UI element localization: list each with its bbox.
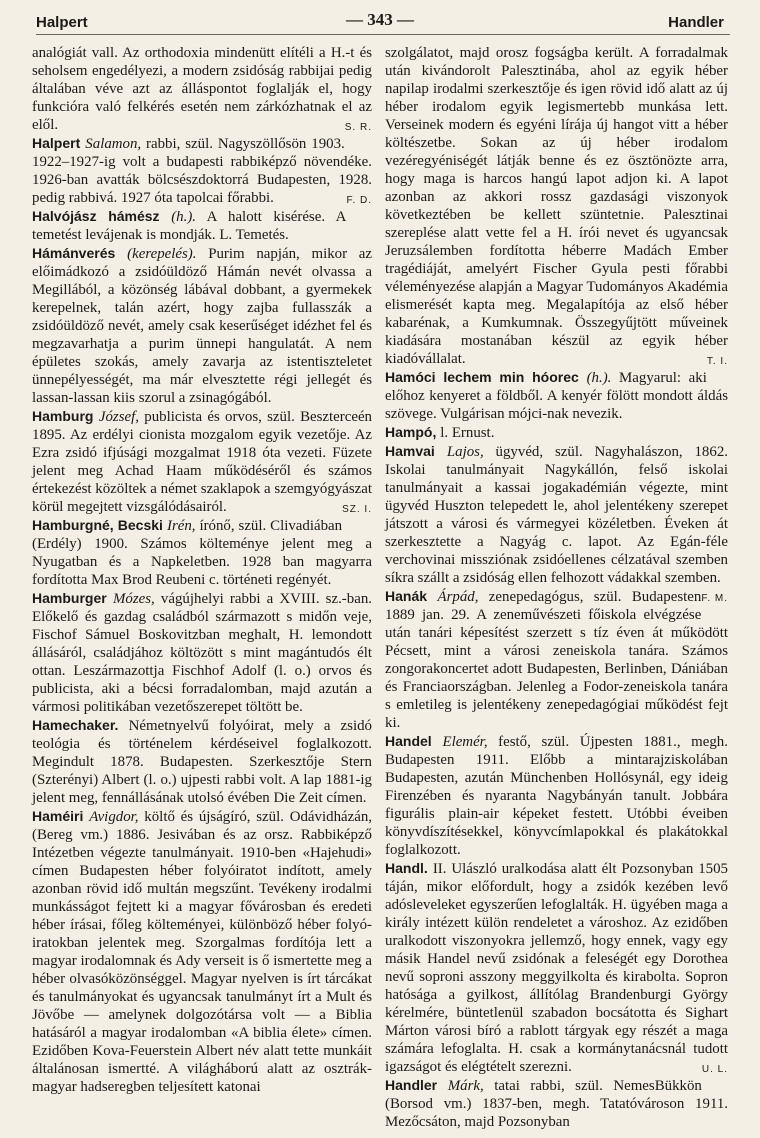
entry-text: publicista és orvos, szül. Beszterceén 1895. Az erdélyi cionista mozgalom egyik vezetője. Az Ezra zsidó ifjúsági mozgalmat 1918 óta vezeti. Füzete jelent meg Achad Haam működéséről és számos értekezést közöltek a német szaklapok a szemgyógyászat körül megejtett vizsgálódásairól. — [32, 409, 373, 515]
entry-name: Salamon, — [85, 136, 142, 152]
entry-text: költő és újságíró, szül. Odávidházán, (Bereg vm.) 1886. Jesivában és az orsz. Rabbiképző Intézetben végezte tanulmányait. 1910-ben «Hajehudi» címen Budapesten héber folyóiratot indított, amely azonban rövid idő multán megszűnt. Tevékeny irodalmi munkásságot fejtett ki a magyar fővárosban és eredeti héber írásai, főleg költeményei, különböző héber folyóiratokban jelentek meg. Szorgalmas fordítója lett a magyar irodalomnak és Ady verseit is ő ismertette meg a héber olvasóközönséggel. Magyar nyelven is írt tárcákat és tanulmányokat és ugyancsak tanulmányt írt a Mult és Jövőbe — amelynek dolgozótársa volt — a Biblia hatásáról a magyar irodalomban «A biblia élete» címen. Ezidőben Kova-Feuerstein Albert név alatt tette munkáit általánosan ismertté. A világháború alatt az osztrák-magyar hadseregben teljesített katonai — [32, 809, 373, 1095]
entry-text: A halott kisérése. A temetést levájenak is mondják. L. Temetés. — [32, 209, 347, 243]
entry-text: rabbi, szül. Nagyszöllősön 1903. 1922–1927-ig volt a budapesti rabbiképző növendéke. 1926-ban avatták bölcsészdoktorrá Budapesten, 1928. pedig rabbivá. 1927 óta tapolcai főrabbi. — [32, 136, 372, 206]
entry-headword: Hamburger — [32, 590, 113, 606]
right-column — [385, 44, 728, 1131]
entry-headword: Halvójász hámész — [32, 208, 172, 224]
header-left-keyword: Halpert — [36, 14, 88, 31]
entry-text: szolgálatot, majd orosz fogságba került. A forradalmak után kivándorolt Palesztinába, ahol az egyik héber napilap irodalmi szerkesztője és igen rövid idő alatt az új héber irodalom egyik legismertebb munkása lett. Verseinek modern és egyéni lírája új hangot vitt a héber költészetbe. Sokan az új héber irodalom vezéregyéniségét látják benne és ez ösztönözte arra, hogy maga is harcos hangú lapot adjon ki. A lapot azonban az akkori rossz gazdasági viszonyok következtében be kellett szüntetnie. Palesztinai szereplése alatt vette fel a H. írói nevet és ugyancsak Jeruzsálemben fordította héberre Madách Ember tragédiáját, amelyért Fischer Gyula pesti főrabbi véleményezése alapján a Magyar Tudományos Akadémia elismerését kapta meg. Megalapítója az első héber kabarénak, a Kumkumnak. Összegyűjtött műveinek kiadására mostanában készül az egyik héber kiadóvállalat. — [385, 45, 728, 367]
entry — [385, 44, 728, 368]
page-number: — 343 — — [346, 10, 414, 29]
entry-name: Márk, — [447, 1078, 484, 1094]
entry-signature: F. M. — [701, 593, 728, 604]
entry-signature: U. L. — [701, 1064, 728, 1075]
entry — [385, 587, 728, 732]
entry-name: Árpád, — [437, 589, 479, 605]
entry-headword: Handl. — [385, 860, 433, 876]
entry — [385, 423, 728, 442]
entry — [32, 589, 372, 716]
entry — [385, 1076, 728, 1131]
entry-name: Lajos, — [446, 444, 484, 460]
entry-text: ügyvéd, szül. Nagyhalászon, 1862. Iskolai tanulmányait Nagykállón, felső iskolai tanulmányait a kassai jogakadémián végezte, mint ügyvéd Huszton telepedett le, ahol jelentékeny szerepet játszott a városi és vármegyei közéletben. Éveken át szerkesztette a Nagyág c. lapot. Az Egán-féle verchovinai missziónak zsidóellenes célzatával szemben síkra szállt a zsidóság ellen felhozott vádakkal szemben. — [385, 444, 728, 586]
entry-signature: SZ. I. — [342, 504, 372, 515]
entry — [32, 407, 372, 516]
entry — [32, 207, 372, 244]
entry — [32, 716, 372, 807]
entry-text: zenepedagógus, szül. Budapesten 1889 jan. 29. A zeneművészeti főiskola elvégzése után tanári képesítést szerzett s tíz éven át működött Pécsett, mint a városi zeneiskola tanára. Számos zongorakoncertet adott Budapesten, Berlinben, Dániában és Franciaországban. Jelenleg a Fodor-zeneiskola tanára s emletileg is jelentékeny zenepedagógiai működést fejt ki. — [385, 589, 728, 731]
entry — [32, 134, 372, 207]
entry-text: analógiát vall. Az orthodoxia mindenütt elítéli a H.-t és seholsem engedélyezi, a modern zsidóság rabbijai pedig általában véve azt az álláspontot foglalják el, hogy funkcióra való felkérés esetén nem zárkózhatnak el az elől. — [32, 45, 372, 133]
entry-name: (h.). — [171, 209, 196, 225]
entry-headword: Halpert — [32, 135, 86, 151]
entry-text: vágújhelyi rabbi a XVIII. sz.-ban. Előkelő és gazdag családból származott s midőn veje, Fischof Sámuel Boskovitzban meghalt, H. lemondott állásáról, családjához költözött s mint magántudós élt ottan. Leszármazottja Fischhof Adolf (l. o.) orvos és publicista, aki a bécsi forradalomban, majd azután a vármosi politikában vezetőszerepet töltött be. — [32, 591, 372, 715]
entry-signature: F. D. — [346, 195, 372, 206]
entry-headword: Hamburg — [32, 408, 99, 424]
entry-name: József, — [98, 409, 139, 425]
entry-headword: Hamóci lechem min hóorec — [385, 369, 587, 385]
entry — [385, 368, 728, 423]
entry-headword: Hámánverés — [32, 245, 128, 261]
entry-text: írónő, szül. Clivadiában (Erdély) 1900. Számos költeménye jelent meg a Nyugatban és a Napkeletben. 1928 ban magyarra fordította Max Brod Reubeni c. történeti regényét. — [32, 518, 372, 588]
entry-headword: Hamvai — [385, 443, 447, 459]
entry-signature: T. I. — [706, 356, 728, 367]
entry-headword: Hanák — [385, 588, 438, 604]
entry — [385, 732, 728, 859]
entry-name: Irén, — [167, 518, 196, 534]
entry-headword: Handel — [385, 733, 443, 749]
page-header — [30, 8, 730, 34]
entry-headword: Hampó, — [385, 424, 441, 440]
entry-headword: Haméiri — [32, 808, 90, 824]
entry-signature: S. R. — [344, 122, 372, 133]
entry-name: (kerepelés). — [127, 246, 197, 262]
entry — [32, 807, 372, 1096]
entry — [32, 516, 372, 589]
entry-text: II. Ulászló uralkodása alatt élt Pozsonyban 1505 táján, mikor előfordult, hogy a zsidók kezében levő adósleveleket egyszerűen lefoglalták. H. ügyében maga a király intézett külön rendeletet a városhoz. Az ezidőben uralkodott viszonyokra jellemző, hogy ennek, vagy egy másik Handel nevű zsidónak a feleségét egy Dorothea nevű soproni asszony meggyilkolta és kirabolta. Sopron hatósága a gyilkost, állítólag Brandenburgi György kérelmére, büntetlenül szabadon bocsátotta és Sighart Márton városi bíró a rablott tárgyak egy részét a maga számára lefoglalta. H. csak a kormánytanácsnál tudott igazságot és elégtételt szerezni. — [385, 861, 728, 1075]
entry-name: (h.). — [586, 370, 612, 386]
entry-name: Elemér, — [442, 734, 488, 750]
header-rule — [36, 34, 730, 35]
entry-headword: Hamburgné, Becski — [32, 517, 167, 533]
entry-text: Németnyelvű folyóirat, mely a zsidó teológia és történelem kérdéseivel foglalkozott. Megindult 1878. Budapesten. Szerkesztője Stern (Szterényi) Albert (l. o.) ujpesti rabbi volt. A lap 1881-ig jelent meg, fennállásának utolsó évében Die Zeit címen. — [32, 718, 372, 806]
entry-text: l. Ernust. — [440, 425, 495, 441]
entry-name: Mózes, — [113, 591, 155, 607]
entry-text: Purim napján, mikor az előimádkozó a zsidóüldöző Hámán nevét olvassa a Megillából, a közönség lábával dobbant, a gyermekek kerepelnek, talán azért, hogy zajba fullasszák a zsidóüldöző nevét, amely csak keserűséget idézhet fel és megzavarhatja a purim ünnepi hangulatát. A nem épületes szokás, amely zavarja az istentiszteletet ünnepélyességét, ma már elvesztette régi jellegét és lassan-lassan kiis szorul a zsinagógából. — [32, 246, 372, 406]
entry-text: festő, szül. Újpesten 1881., megh. Budapesten 1911. Előbb a mintarajziskolában Budapesten, azután Münchenben Hollósynál, egy ideig Firenzében és nyaranta Nagybányán tanult. Jobbára figurális plain-air képeket festett. Utóbbi éveiben könyvdíszítésekkel, könyvcímlapokkal és plakátokkal foglalkozott. — [385, 734, 728, 858]
entry-name: Avigdor, — [89, 809, 139, 825]
entry-text: Magyarul: aki előhoz kenyeret a földből. A kenyér fölött mondott áldás szövege. Vulgárisan mójci-nak nevezik. — [385, 370, 728, 422]
entry-text: tatai rabbi, szül. NemesBükkön (Borsod vm.) 1837-ben, megh. Tatatóvároson 1911. Mezőcsáton, majd Pozsonyban — [385, 1078, 728, 1130]
entry-headword: Hamechaker. — [32, 717, 129, 733]
entry — [32, 44, 372, 134]
entry — [385, 859, 728, 1076]
left-column — [32, 44, 372, 1096]
header-right-keyword: Handler — [668, 14, 724, 31]
entry-headword: Handler — [385, 1077, 448, 1093]
entry — [32, 244, 372, 407]
